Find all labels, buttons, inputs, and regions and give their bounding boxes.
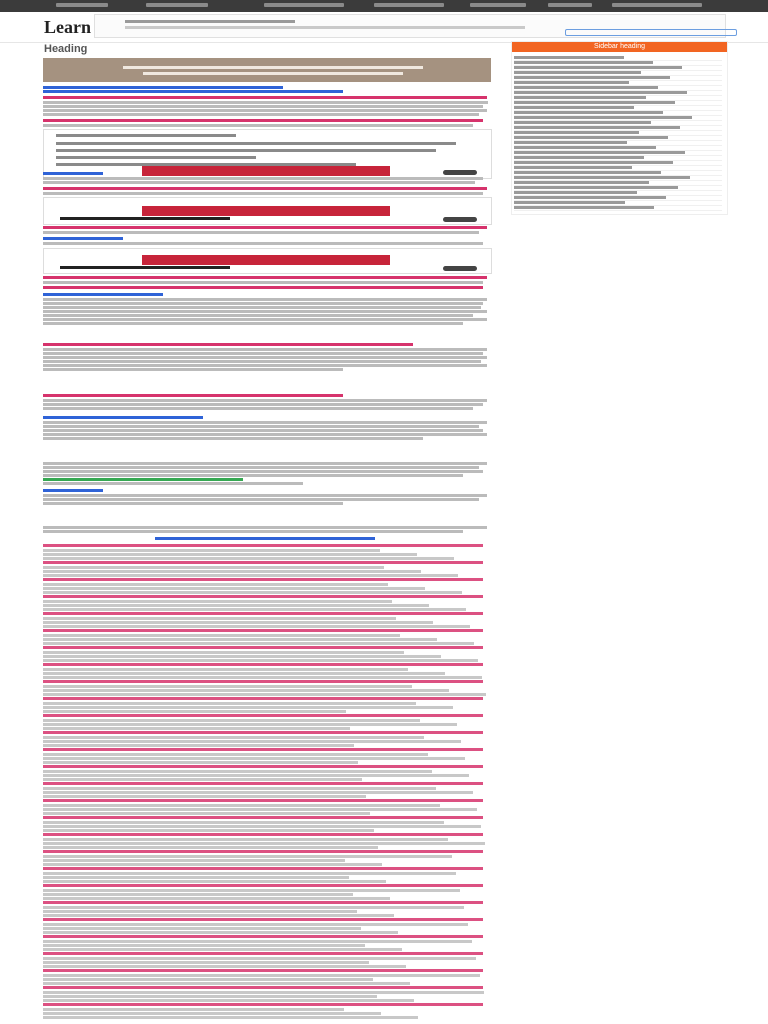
body-text xyxy=(43,494,487,497)
section-heading xyxy=(43,90,343,93)
answer-text xyxy=(43,634,400,637)
body-text xyxy=(43,462,487,465)
sidebar-link[interactable] xyxy=(514,126,680,129)
sidebar-link[interactable] xyxy=(514,191,637,194)
body-text xyxy=(43,242,483,245)
answer-text xyxy=(43,774,469,777)
sidebar-link[interactable] xyxy=(514,61,653,64)
body-text xyxy=(43,437,423,440)
play-icon[interactable] xyxy=(443,170,477,175)
top-nav-link[interactable] xyxy=(146,3,208,7)
answer-text xyxy=(43,859,345,862)
answer-text xyxy=(43,855,452,858)
answer-text xyxy=(43,1016,418,1019)
sidebar-header xyxy=(512,42,727,52)
body-text xyxy=(43,498,479,501)
body-text xyxy=(43,109,487,112)
sidebar-link[interactable] xyxy=(514,196,666,199)
question-heading xyxy=(43,731,483,734)
hero-image xyxy=(43,58,491,82)
answer-text xyxy=(43,676,482,679)
sidebar-link[interactable] xyxy=(514,186,678,189)
section-heading xyxy=(43,293,163,296)
question-heading xyxy=(43,714,483,717)
body-text xyxy=(43,425,479,428)
sidebar-link[interactable] xyxy=(514,81,629,84)
answer-text xyxy=(43,591,462,594)
question-heading xyxy=(43,96,487,99)
question-heading xyxy=(43,226,487,229)
sidebar-link[interactable] xyxy=(514,131,639,134)
answer-text xyxy=(43,778,362,781)
sidebar-link[interactable] xyxy=(514,121,651,124)
body-text xyxy=(43,105,483,108)
answer-text xyxy=(43,825,481,828)
sidebar-link[interactable] xyxy=(514,86,658,89)
answer-text xyxy=(43,957,476,960)
answer-text xyxy=(43,893,353,896)
section-heading xyxy=(43,237,123,240)
answer-text xyxy=(43,974,480,977)
body-text xyxy=(43,177,483,180)
section-heading xyxy=(43,489,103,492)
answer-text xyxy=(43,727,350,730)
body-text xyxy=(43,482,303,485)
question-heading xyxy=(43,544,483,547)
answer-text xyxy=(43,651,404,654)
answer-text xyxy=(43,621,433,624)
sidebar-link[interactable] xyxy=(514,101,675,104)
answer-text xyxy=(43,604,429,607)
site-header xyxy=(0,12,768,43)
question-heading xyxy=(43,595,483,598)
question-heading xyxy=(43,935,483,938)
sidebar-link[interactable] xyxy=(514,176,690,179)
related-topic-link[interactable] xyxy=(56,142,456,145)
body-text xyxy=(43,318,487,321)
answer-text xyxy=(43,553,417,556)
answer-text xyxy=(43,693,486,696)
answer-text xyxy=(43,723,457,726)
question-heading xyxy=(43,663,483,666)
advertisement-caption xyxy=(60,266,230,269)
body-text xyxy=(43,502,343,505)
sidebar-link[interactable] xyxy=(514,171,661,174)
answer-text xyxy=(43,642,474,645)
answer-text xyxy=(43,991,484,994)
question-heading xyxy=(43,612,483,615)
body-text xyxy=(43,474,463,477)
answer-text xyxy=(43,689,449,692)
top-nav-link[interactable] xyxy=(470,3,526,7)
answer-text xyxy=(43,638,437,641)
body-text xyxy=(43,348,487,351)
sidebar-divider xyxy=(514,210,722,211)
answer-text xyxy=(43,927,361,930)
section-heading xyxy=(43,86,283,89)
body-text xyxy=(43,470,483,473)
answer-text xyxy=(43,923,468,926)
answer-text xyxy=(43,608,466,611)
answer-text xyxy=(43,931,398,934)
answer-text xyxy=(43,1008,344,1011)
question-heading xyxy=(43,646,483,649)
answer-text xyxy=(43,897,390,900)
hero-overlay xyxy=(43,58,491,82)
answer-text xyxy=(43,770,432,773)
answer-text xyxy=(43,702,416,705)
hero-caption xyxy=(123,66,423,69)
answer-text xyxy=(43,753,428,756)
question-heading xyxy=(43,884,483,887)
answer-text xyxy=(43,659,478,662)
page-title: Heading xyxy=(44,43,88,55)
answer-text xyxy=(43,804,440,807)
body-text xyxy=(43,298,487,301)
answer-text xyxy=(43,880,386,883)
answer-text xyxy=(43,961,369,964)
question-heading xyxy=(43,969,483,972)
answer-text xyxy=(43,1012,381,1015)
answer-text xyxy=(43,944,365,947)
body-text xyxy=(43,368,343,371)
related-topic-link[interactable] xyxy=(56,149,436,152)
body-text xyxy=(43,526,487,529)
advertisement-box xyxy=(43,248,492,274)
sidebar-link[interactable] xyxy=(514,161,673,164)
body-text xyxy=(43,421,487,424)
answer-text xyxy=(43,655,441,658)
body-text xyxy=(43,101,488,104)
question-heading xyxy=(43,187,487,190)
sidebar-link[interactable] xyxy=(514,181,649,184)
advertisement-caption xyxy=(60,217,230,220)
top-navigation-bar xyxy=(0,0,768,12)
hero-caption xyxy=(143,72,403,75)
body-text xyxy=(43,478,243,481)
advertisement[interactable] xyxy=(142,206,390,216)
top-nav-link[interactable] xyxy=(548,3,592,7)
body-text xyxy=(43,302,483,305)
answer-text xyxy=(43,906,464,909)
question-heading xyxy=(43,782,483,785)
answer-text xyxy=(43,872,456,875)
question-heading xyxy=(43,1003,483,1006)
question-heading xyxy=(43,850,483,853)
sidebar-link[interactable] xyxy=(514,116,692,119)
answer-text xyxy=(43,910,357,913)
sidebar-link[interactable] xyxy=(514,146,656,149)
site-logo[interactable]: Learn xyxy=(44,17,91,37)
body-text xyxy=(43,407,473,410)
answer-text xyxy=(43,821,444,824)
answer-text xyxy=(43,574,458,577)
question-heading xyxy=(43,276,487,279)
question-heading xyxy=(43,561,483,564)
answer-text xyxy=(43,672,445,675)
question-heading xyxy=(43,343,413,346)
sidebar-link[interactable] xyxy=(514,141,627,144)
answer-text xyxy=(43,995,377,998)
sidebar-link[interactable] xyxy=(514,156,644,159)
question-heading xyxy=(43,986,483,989)
body-text xyxy=(43,310,487,313)
body-text xyxy=(43,352,483,355)
answer-text xyxy=(43,948,402,951)
answer-text xyxy=(43,791,473,794)
question-heading xyxy=(43,697,483,700)
body-text xyxy=(43,113,479,116)
section-heading xyxy=(43,416,203,419)
sidebar-link[interactable] xyxy=(514,201,625,204)
sidebar-link[interactable] xyxy=(514,166,632,169)
body-text xyxy=(43,322,463,325)
answer-text xyxy=(43,863,382,866)
sidebar-link[interactable] xyxy=(514,66,682,69)
notification-button[interactable] xyxy=(565,29,737,36)
answer-text xyxy=(43,583,388,586)
sidebar xyxy=(511,41,728,215)
question-heading xyxy=(43,286,483,289)
question-heading xyxy=(43,901,483,904)
body-text xyxy=(43,356,487,359)
related-topic-link[interactable] xyxy=(56,156,256,159)
answer-text xyxy=(43,965,406,968)
answer-text xyxy=(43,838,448,841)
answer-text xyxy=(43,876,349,879)
top-nav-link[interactable] xyxy=(374,3,444,7)
answer-text xyxy=(43,846,378,849)
question-heading xyxy=(43,394,343,397)
answer-text xyxy=(43,617,396,620)
sidebar-link[interactable] xyxy=(514,76,670,79)
answer-text xyxy=(43,812,370,815)
body-text xyxy=(43,403,483,406)
answer-text xyxy=(43,761,358,764)
body-text xyxy=(43,466,479,469)
answer-text xyxy=(43,549,380,552)
answer-text xyxy=(43,710,346,713)
section-heading xyxy=(43,172,103,175)
answer-text xyxy=(43,889,460,892)
answer-text xyxy=(43,719,420,722)
notification-text xyxy=(125,26,525,29)
answer-text xyxy=(43,978,373,981)
body-text xyxy=(43,231,479,234)
answer-text xyxy=(43,587,425,590)
answer-text xyxy=(43,600,392,603)
body-text xyxy=(43,124,473,127)
sidebar-link[interactable] xyxy=(514,96,646,99)
answer-text xyxy=(43,685,412,688)
answer-text xyxy=(43,795,366,798)
answer-text xyxy=(43,829,374,832)
body-text xyxy=(43,306,481,309)
advertisement[interactable] xyxy=(142,255,390,265)
advertisement[interactable] xyxy=(142,166,390,176)
question-heading xyxy=(43,629,483,632)
related-topic-link[interactable] xyxy=(56,134,236,137)
top-nav-link[interactable] xyxy=(56,3,108,7)
question-heading xyxy=(43,765,483,768)
top-nav-link[interactable] xyxy=(264,3,344,7)
question-heading xyxy=(43,833,483,836)
answer-text xyxy=(43,982,410,985)
top-nav-link[interactable] xyxy=(612,3,702,7)
question-heading xyxy=(43,748,483,751)
answer-text xyxy=(43,625,470,628)
answer-text xyxy=(43,757,465,760)
body-text xyxy=(43,364,487,367)
body-text xyxy=(43,181,475,184)
sidebar-link[interactable] xyxy=(514,91,687,94)
body-text xyxy=(43,192,483,195)
body-text xyxy=(43,360,481,363)
sidebar-link[interactable] xyxy=(514,106,634,109)
answer-text xyxy=(43,999,414,1002)
question-heading xyxy=(43,799,483,802)
section-heading xyxy=(155,537,375,540)
body-text xyxy=(43,399,487,402)
sidebar-link[interactable] xyxy=(514,111,663,114)
body-text xyxy=(43,530,463,533)
question-heading xyxy=(43,680,483,683)
sidebar-link[interactable] xyxy=(514,136,668,139)
question-heading xyxy=(43,952,483,955)
sidebar-title: Sidebar heading xyxy=(594,43,645,50)
answer-text xyxy=(43,940,472,943)
question-heading xyxy=(43,578,483,581)
answer-text xyxy=(43,557,454,560)
body-text xyxy=(43,429,483,432)
play-icon[interactable] xyxy=(443,266,477,271)
sidebar-link[interactable] xyxy=(514,56,624,59)
notification-text xyxy=(125,20,295,23)
answer-text xyxy=(43,740,461,743)
notification-banner xyxy=(94,14,726,38)
answer-text xyxy=(43,570,421,573)
answer-text xyxy=(43,914,394,917)
question-heading xyxy=(43,918,483,921)
advertisement-box xyxy=(43,197,492,225)
answer-text xyxy=(43,787,436,790)
answer-text xyxy=(43,668,408,671)
related-topics-box xyxy=(43,129,492,179)
question-heading xyxy=(43,816,483,819)
answer-text xyxy=(43,808,477,811)
answer-text xyxy=(43,744,354,747)
sidebar-link[interactable] xyxy=(514,206,654,209)
question-heading xyxy=(43,119,483,122)
body-text xyxy=(43,314,473,317)
answer-text xyxy=(43,566,384,569)
play-icon[interactable] xyxy=(443,217,477,222)
body-text xyxy=(43,281,483,284)
sidebar-link[interactable] xyxy=(514,71,641,74)
sidebar-link[interactable] xyxy=(514,151,685,154)
answer-text xyxy=(43,706,453,709)
answer-text xyxy=(43,736,424,739)
body-text xyxy=(43,433,487,436)
question-heading xyxy=(43,867,483,870)
answer-text xyxy=(43,842,485,845)
